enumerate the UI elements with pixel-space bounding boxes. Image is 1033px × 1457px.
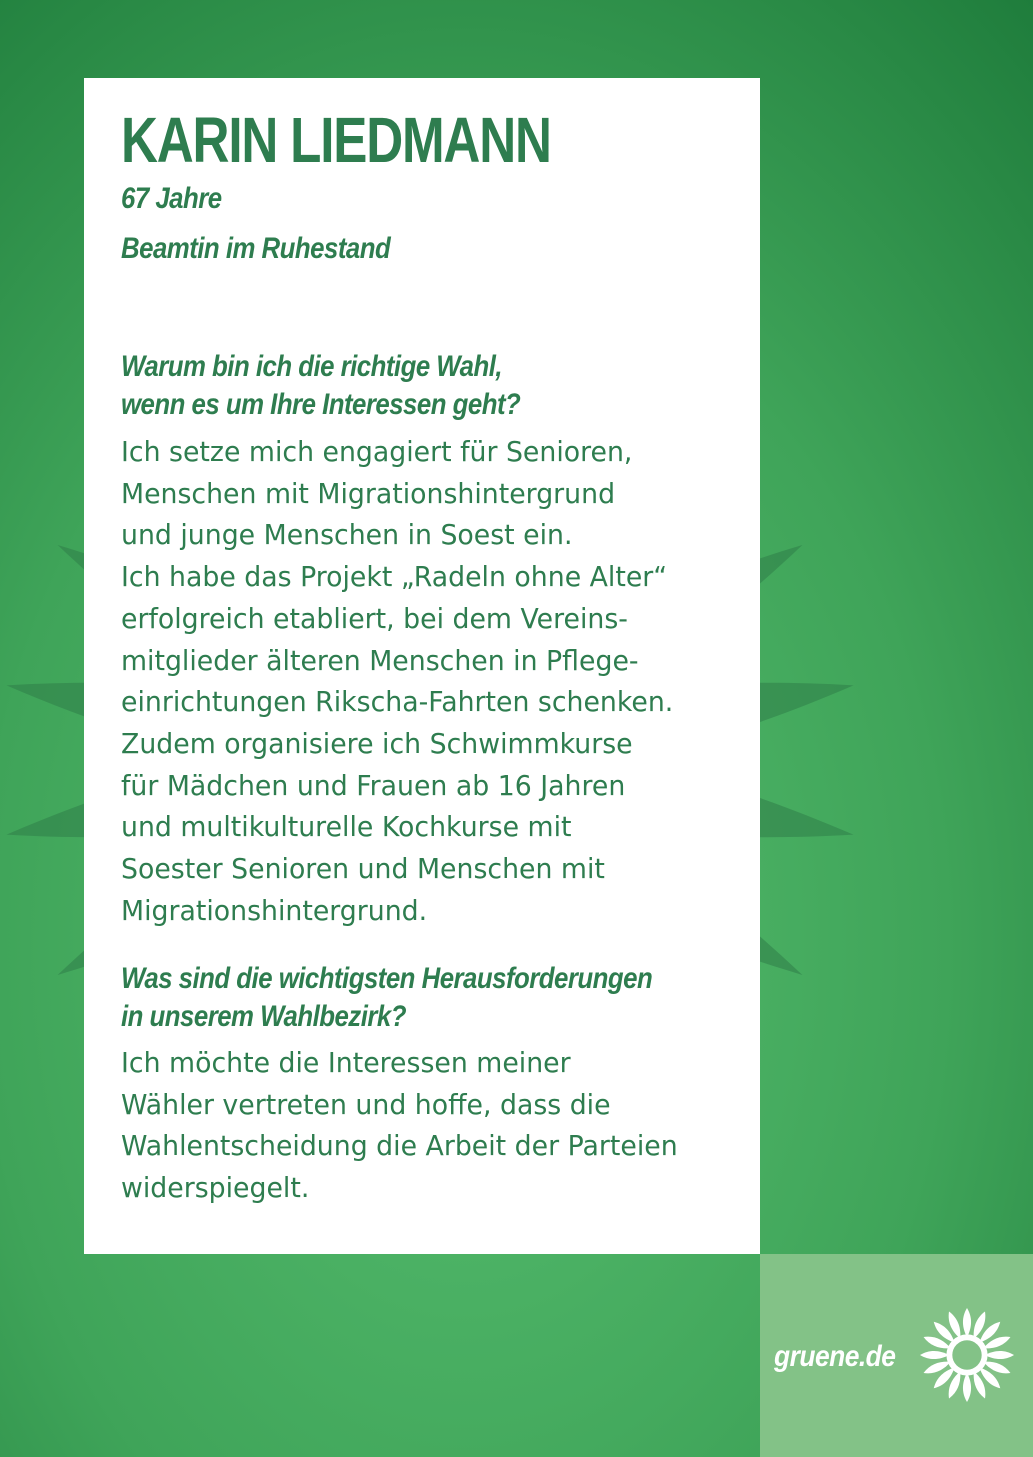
question-line: Warum bin ich die richtige Wahl, xyxy=(121,350,503,383)
question-line: in unserem Wahlbezirk? xyxy=(121,1000,406,1033)
answer-line: Migrationshintergrund. xyxy=(121,893,428,927)
candidate-card xyxy=(84,78,760,1254)
answer-line: Ich möchte die Interessen meiner xyxy=(121,1046,571,1079)
answer-line: erfolgreich etabliert, bei dem Vereins- xyxy=(121,601,628,635)
answer-line: Soester Senioren und Menschen mit xyxy=(121,852,605,886)
answer-line: einrichtungen Rikscha-Fahrten schenken. xyxy=(121,685,674,719)
answer-2 xyxy=(121,1042,678,1209)
answer-line: Wahlentscheidung die Arbeit der Parteien xyxy=(121,1129,678,1163)
question-2 xyxy=(121,960,652,1036)
answer-line: Zudem organisiere ich Schwimmkurse xyxy=(121,726,633,760)
answer-line: Menschen mit Migrationshintergrund xyxy=(121,476,616,510)
answer-line: mitglieder älteren Menschen in Pflege- xyxy=(121,643,639,677)
answer-line: und multikulturelle Kochkurse mit xyxy=(121,810,572,844)
candidate-name: KARIN LIEDMANN xyxy=(121,104,551,176)
question-line: wenn es um Ihre Interessen geht? xyxy=(121,388,521,421)
answer-line: und junge Menschen in Soest ein. xyxy=(121,518,573,552)
answer-line: Ich habe das Projekt „Radeln ohne Alter“ xyxy=(121,560,668,594)
question-1 xyxy=(121,348,520,424)
party-logo-box xyxy=(760,1254,1033,1457)
answer-1 xyxy=(121,431,673,931)
answer-line: Ich setze mich engagiert für Senioren, xyxy=(121,435,633,468)
candidate-age: 67 Jahre xyxy=(121,182,222,215)
answer-line: für Mädchen und Frauen ab 16 Jahren xyxy=(121,768,626,802)
question-line: Was sind die wichtigsten Herausforderungen xyxy=(121,962,653,995)
candidate-occupation: Beamtin im Ruhestand xyxy=(121,232,391,265)
answer-line: Wähler vertreten und hoffe, dass die xyxy=(121,1087,611,1121)
answer-line: widerspiegelt. xyxy=(121,1171,310,1205)
sunflower-icon xyxy=(918,1306,1016,1404)
website-link[interactable]: gruene.de xyxy=(774,1340,896,1373)
